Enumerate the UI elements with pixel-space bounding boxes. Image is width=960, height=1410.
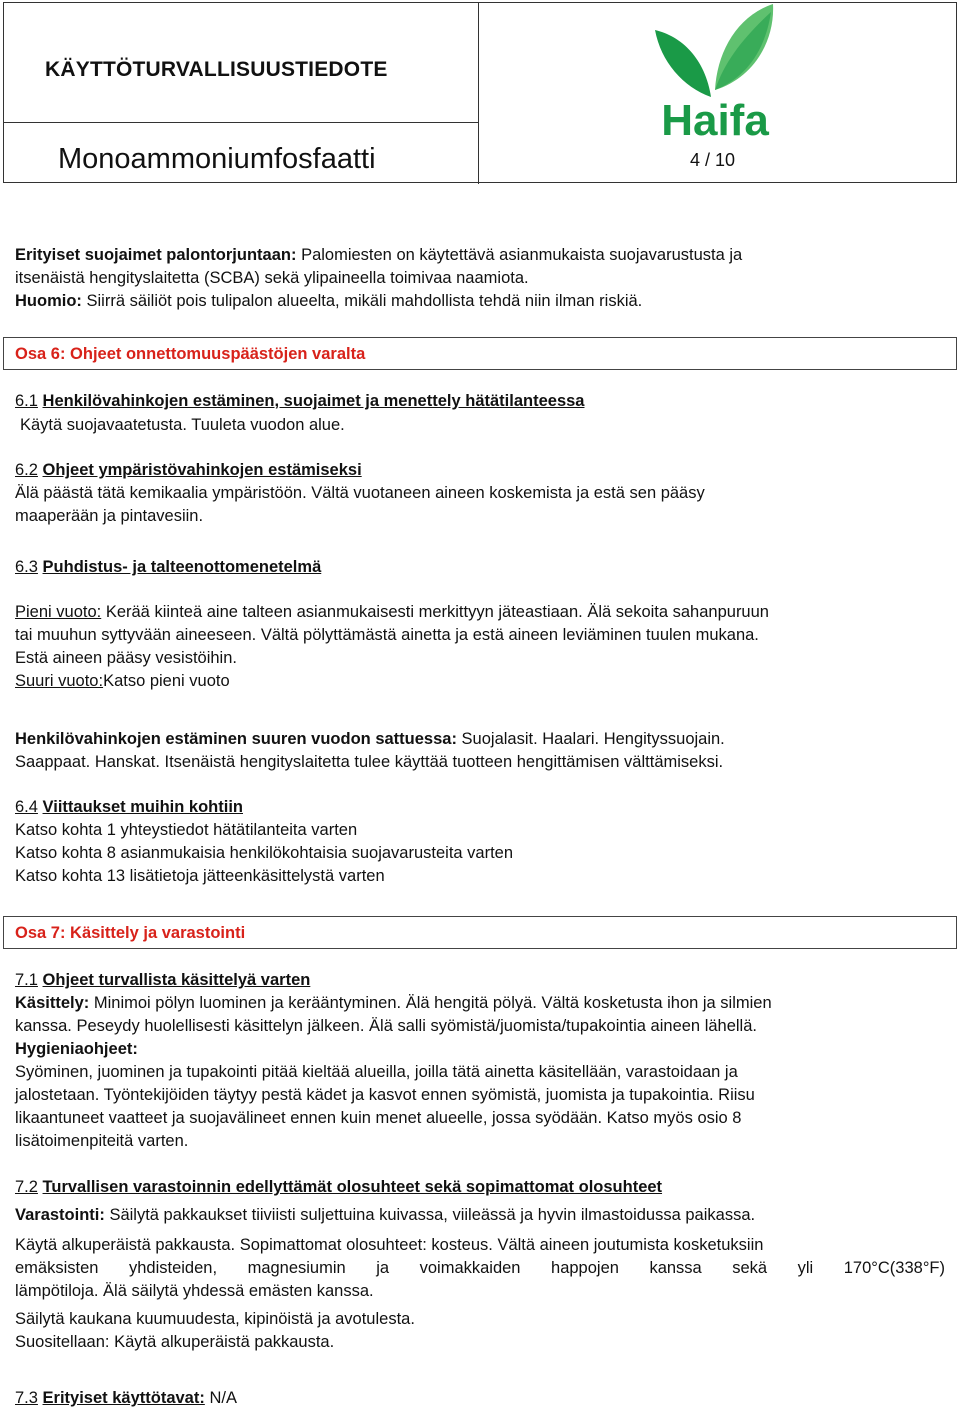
storage-para [15, 1204, 755, 1227]
hygiene-text-3: likaantuneet vaatteet ja suojavälineet ennen kuin menet alueelle, jossa syödään. Katso myös osio 8 [15, 1109, 742, 1127]
subsection-6-4 [15, 796, 513, 888]
s73-number: 7.3 [15, 1389, 38, 1407]
keep-away-para [15, 1308, 415, 1354]
subsection-6-3 [15, 556, 321, 579]
large-spill-text: Katso pieni vuoto [103, 672, 230, 690]
product-name: Monoammoniumfosfaatti [58, 143, 376, 175]
handling-label: Käsittely: [15, 994, 90, 1012]
orig-text-2: emäksisten yhdisteiden, magnesiumin ja voimakkaiden happojen kanssa sekä yli 170°C(338°F) [15, 1259, 945, 1277]
subsection-6-2 [15, 459, 362, 482]
storage-text: Säilytä pakkaukset tiiviisti suljettuina kuivassa, viileässä ja hyvin ilmastoidussa paikassa. [109, 1206, 756, 1224]
hygiene-text-1: Syöminen, juominen ja tupakointi pitää kieltää alueilla, joilla tätä ainetta käsitellään, varastoidaan ja [15, 1063, 738, 1081]
small-spill-text-3: Estä aineen pääsy vesistöihin. [15, 649, 237, 667]
subsection-6-1 [15, 390, 584, 413]
document-type-title: KÄYTTÖTURVALLISUUSTIEDOTE [45, 58, 388, 81]
s64-title: Viittaukset muihin kohtiin [42, 798, 243, 816]
s62-number: 6.2 [15, 461, 38, 479]
s63-title: Puhdistus- ja talteenottomenetelmä [42, 558, 322, 576]
s63-number: 6.3 [15, 558, 38, 576]
big-spill-text-2: Saappaat. Hanskat. Itsenäistä hengityslaitetta tulee käyttää tuotteen hengittämisen välttämiseksi. [15, 753, 724, 771]
fire-special-label: Erityiset suojaimet palontorjuntaan: [15, 246, 297, 264]
s72-number: 7.2 [15, 1178, 38, 1196]
haifa-logo [653, 2, 777, 138]
hygiene-label: Hygieniaohjeet: [15, 1040, 138, 1058]
header-divider [478, 3, 479, 184]
storage-label: Varastointi: [15, 1206, 105, 1224]
s64-line-3: Katso kohta 13 lisätietoja jätteenkäsittelystä varten [15, 867, 385, 885]
orig-text-3: lämpötiloja. Älä säilytä yhdessä emästen kanssa. [15, 1282, 374, 1300]
big-spill-label: Henkilövahinkojen estäminen suuren vuodon sattuessa: [15, 730, 457, 748]
s64-line-2: Katso kohta 8 asianmukaisia henkilökohtaisia suojavarusteita varten [15, 844, 514, 862]
orig-text-1: Käytä alkuperäistä pakkausta. Sopimattomat olosuhteet: kosteus. Vältä aineen joutumista kosketuksiin [15, 1236, 764, 1254]
small-spill-text-1: Kerää kiinteä aine talteen asianmukaisesti merkittyyn jäteastiaan. Älä sekoita sahanpuruun [105, 603, 769, 621]
keep-text-1: Säilytä kaukana kuumuudesta, kipinöistä ja avotulesta. [15, 1310, 415, 1328]
hygiene-text-2: jalostetaan. Työntekijöiden täytyy pestä kädet ja kasvot ennen syömistä, juomista ja tupakointia. Riisu [15, 1086, 755, 1104]
original-package-para [15, 1234, 945, 1303]
hygiene-text-4: lisätoimenpiteitä varten. [15, 1132, 189, 1150]
big-spill-text-1: Suojalasit. Haalari. Hengityssuojain. [461, 730, 725, 748]
subsection-7-2 [15, 1176, 662, 1199]
s64-number: 6.4 [15, 798, 38, 816]
s73-text: N/A [209, 1389, 237, 1407]
fire-note-text: Siirrä säiliöt pois tulipalon alueelta, mikäli mahdollista tehdä niin ilman riskiä. [86, 292, 643, 310]
s62-text-2: maaperään ja pintavesiin. [15, 507, 204, 525]
fire-special-text-1: Palomiesten on käytettävä asianmukaista suojavarustusta ja [301, 246, 743, 264]
s62-text [15, 482, 705, 528]
logo-leaf-left [655, 30, 711, 97]
s61-title: Henkilövahinkojen estäminen, suojaimet ja menettely hätätilanteessa [42, 392, 585, 410]
handling-text-2: kanssa. Peseydy huolellisesti käsittelyn jälkeen. Älä salli syömistä/juomista/tupakointia aineen lähellä. [15, 1017, 757, 1035]
page-number: 4 / 10 [690, 150, 736, 170]
header-rule [4, 122, 478, 123]
s71-title: Ohjeet turvallista käsittelyä varten [42, 971, 311, 989]
s72-title: Turvallisen varastoinnin edellyttämät olosuhteet sekä sopimattomat olosuhteet [42, 1178, 663, 1196]
section-6-title: Osa 6: Ohjeet onnettomuuspäästöjen varalta [15, 345, 366, 363]
section-7-title: Osa 7: Käsittely ja varastointi [15, 924, 246, 942]
s64-line-1: Katso kohta 1 yhteystiedot hätätilanteita varten [15, 821, 358, 839]
logo-wordmark: Haifa [661, 96, 769, 138]
small-spill-para [15, 601, 769, 693]
keep-text-2: Suositellaan: Käytä alkuperäistä pakkausta. [15, 1333, 335, 1351]
s71-number: 7.1 [15, 971, 38, 989]
s62-title: Ohjeet ympäristövahinkojen estämiseksi [42, 461, 362, 479]
subsection-7-1 [15, 969, 772, 1153]
small-spill-label: Pieni vuoto: [15, 603, 102, 621]
s62-text-1: Älä päästä tätä kemikaalia ympäristöön. Vältä vuotaneen aineen koskemista ja estä sen pääsy [15, 484, 705, 502]
s73-title: Erityiset käyttötavat: [42, 1389, 205, 1407]
subsection-7-3 [15, 1387, 237, 1410]
handling-text-1: Minimoi pölyn luominen ja kerääntyminen. Älä hengitä pölyä. Vältä kosketusta ihon ja silmien [93, 994, 772, 1012]
fire-note-label: Huomio: [15, 292, 82, 310]
s61-number: 6.1 [15, 392, 38, 410]
fire-special-para [15, 244, 742, 313]
fire-special-text-2: itsenäistä hengityslaitetta (SCBA) sekä ylipaineella toimivaa naamiota. [15, 269, 529, 287]
small-spill-text-2: tai muuhun syttyvään aineeseen. Vältä pölyttämästä ainetta ja estä aineen leviäminen tuulen mukana. [15, 626, 759, 644]
large-spill-label: Suuri vuoto: [15, 672, 104, 690]
big-spill-para [15, 728, 725, 774]
s61-text: Käytä suojavaatetusta. Tuuleta vuodon alue. [20, 416, 345, 434]
